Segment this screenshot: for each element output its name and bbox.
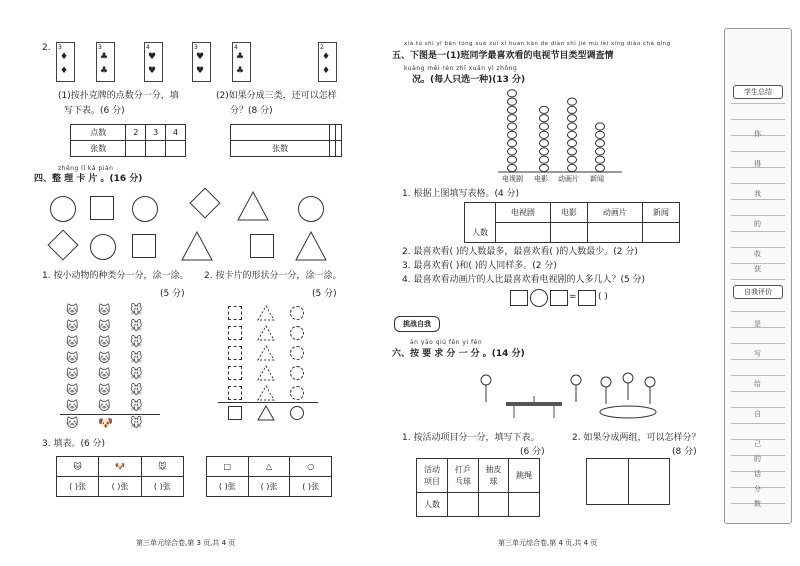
table-cell: 2 [126, 125, 146, 141]
shape-count-table [206, 456, 332, 497]
circle-card [132, 196, 158, 222]
cat-icon-column: 🐱 🐱 🐱 🐱 🐱 🐱 🐱 [98, 303, 111, 413]
triangle-icon-column [256, 304, 276, 404]
table-cell: 张数 [231, 141, 330, 157]
q2-sub1-text: (1)按扑克牌的点数分一分，填 [58, 91, 179, 101]
square-card [250, 234, 274, 258]
fill-table-title: 3. 填表。(6 分) [42, 439, 106, 449]
square-icon [228, 326, 242, 340]
table-header: 电影 [550, 203, 587, 223]
table-header: 抽皮 [485, 464, 502, 474]
sidebar-char: 分 [754, 485, 761, 493]
triangle-card [180, 230, 214, 262]
playing-card-6: 2 ♦ ♦ [318, 42, 337, 82]
answer-cell[interactable] [166, 141, 186, 157]
bead-mark [540, 131, 549, 138]
table-header: 打乒 [454, 464, 471, 474]
bead-mark [596, 164, 605, 171]
question-2-number: 2. [42, 43, 51, 53]
section6-title: 六、按 要 求 分 一 分 。(14 分) [392, 349, 525, 359]
circle-card [90, 234, 116, 260]
two-group-table [586, 458, 670, 505]
square-icon: □ [207, 457, 249, 477]
three-class-table [230, 124, 342, 157]
playing-card-2: 3 ♣ ♣ [96, 42, 115, 82]
answer-cell[interactable] [509, 493, 540, 517]
triangle-card [236, 190, 270, 222]
table-cell: 4 [166, 125, 186, 141]
answer-cell[interactable] [478, 493, 509, 517]
answer-cell[interactable] [628, 459, 670, 505]
answer-cell[interactable] [587, 223, 642, 243]
answer-cell[interactable] [587, 459, 629, 505]
bead-mark [540, 164, 549, 171]
bead-mark [568, 131, 577, 138]
sidebar-char: 收 [754, 250, 761, 258]
sidebar-char: 的 [754, 220, 761, 228]
activity-table [416, 458, 540, 517]
circle-icon [290, 346, 304, 360]
diamond-card [189, 187, 220, 218]
bead-mark [568, 156, 577, 163]
answer-cell[interactable] [642, 223, 679, 243]
bead-mark [568, 140, 577, 147]
count-cell[interactable]: ( )张 [290, 477, 332, 497]
left-footer: 第三单元综合卷,第 3 页,共 4 页 [136, 539, 236, 547]
circle-card [298, 196, 324, 222]
square-card [90, 196, 114, 220]
writing-line [731, 215, 785, 216]
writing-line [731, 231, 785, 232]
answer-cell[interactable] [448, 493, 479, 517]
baseline [60, 414, 160, 415]
answer-cell[interactable] [336, 141, 342, 157]
count-cell[interactable]: ( )张 [248, 477, 290, 497]
answer-cell[interactable] [146, 141, 166, 157]
count-cell[interactable]: ( )张 [99, 477, 141, 497]
mouse-icon: 🐭 [141, 457, 183, 477]
dog-icon: 🐶 [98, 416, 113, 430]
writing-line [731, 375, 785, 376]
bead-mark [540, 148, 549, 155]
circle-icon [290, 326, 304, 340]
activity-illustration [466, 368, 666, 422]
diamond-card [47, 229, 78, 260]
tv-survey-table [464, 202, 680, 243]
sidebar-char: 自 [754, 410, 761, 418]
writing-line [731, 343, 785, 344]
cat-icon-column: 🐭 🐭 🐭 🐭 🐭 🐭 🐭 [130, 303, 143, 413]
answer-cell[interactable] [496, 223, 551, 243]
bead-mark [508, 106, 517, 113]
bead-mark [508, 164, 517, 171]
category-label: 新闻 [590, 175, 604, 183]
equation-box[interactable] [550, 290, 568, 306]
bead-mark [508, 98, 517, 105]
bead-mark [568, 98, 577, 105]
table-header: 乓球 [454, 476, 471, 486]
answer-cell[interactable] [550, 223, 587, 243]
answer-cell[interactable] [336, 125, 342, 141]
table-header: 球 [489, 476, 498, 486]
triangle-card [294, 230, 328, 262]
table-row-label: 人数 [417, 493, 448, 517]
section6-pinyin: àn yāo qiú fēn yi fēn [410, 339, 483, 346]
operator-circle[interactable] [530, 289, 548, 307]
square-icon [228, 346, 242, 360]
writing-line [731, 151, 785, 152]
playing-card-4: 3 ♥ ♥ [192, 42, 211, 82]
bead-chart [496, 84, 626, 174]
sidebar-char: 己 [754, 440, 761, 448]
q2-sub1-text-cont: 写下表。(6 分) [64, 106, 125, 116]
playing-card-1: 3 ♦ ♦ [56, 42, 75, 82]
bead-mark [540, 115, 549, 122]
writing-line [731, 119, 785, 120]
section5-pinyin: xià tú shì yī bān tóng xué zuì xǐ huan kàn de diàn shì jié mù lèi xíng diào chá qíng [404, 41, 671, 47]
count-cell[interactable]: ( )张 [57, 477, 99, 497]
table-row-label: 人数 [465, 223, 496, 243]
writing-line [731, 279, 785, 280]
bead-mark [568, 115, 577, 122]
cat-icon: 🐱 [66, 416, 79, 430]
right-footer: 第三单元综合卷,第 4 页,共 4 页 [498, 539, 598, 547]
bead-mark [596, 140, 605, 147]
section6-q2-text: 2. 如果分成两组，可以怎样分？ [572, 433, 701, 443]
dog-icon: 🐶 [99, 457, 141, 477]
writing-line [731, 247, 785, 248]
bead-mark [596, 131, 605, 138]
section5-q1-text: 1. 根据上图填写表格。(4 分) [402, 189, 520, 199]
square-icon [228, 306, 242, 320]
sidebar-char: 我 [754, 190, 761, 198]
answer-unit: ( ) [598, 292, 608, 302]
writing-line [731, 391, 785, 392]
points-table [70, 124, 186, 157]
bead-mark [508, 140, 517, 147]
circle-card [50, 196, 76, 222]
writing-line [731, 359, 785, 360]
section5-title-cont: 况。(每人只选一种)(13 分) [412, 75, 526, 85]
table-header: 项目 [424, 476, 440, 486]
square-icon [228, 386, 242, 400]
bead-mark [508, 148, 517, 155]
section4-q2-text: 2. 按卡片的形状分一分，涂一涂。 [204, 271, 342, 281]
count-cell[interactable]: ( )张 [141, 477, 183, 497]
circle-icon [290, 306, 304, 320]
circle-icon [290, 366, 304, 380]
equation-box[interactable] [510, 290, 528, 306]
playing-card-5: 4 ♣ ♣ [232, 42, 251, 82]
cat-icon-column: 🐱 🐱 🐱 🐱 🐱 🐱 🐱 [66, 303, 79, 413]
answer-cell[interactable] [231, 125, 330, 141]
bead-mark [540, 156, 549, 163]
section5-q4-text: 4. 最喜欢看动画片的人比最喜欢看电视剧的人多几人？(5 分) [402, 275, 646, 285]
square-card [132, 234, 156, 258]
circle-icon: ○ [290, 457, 332, 477]
square-icon [228, 406, 242, 420]
bead-mark [508, 131, 517, 138]
table-header: 跳绳 [509, 459, 540, 493]
section5-q2-text: 2. 最喜欢看( )的人数最多，最喜欢看( )的人数最少。(2 分) [402, 247, 638, 257]
student-summary-badge: 学生总结 [733, 85, 783, 99]
bead-mark [508, 90, 517, 97]
challenge-badge: 挑战自我 [394, 316, 440, 332]
writing-line [731, 103, 785, 104]
sidebar-char: 获 [754, 265, 761, 273]
sidebar-char: 得 [754, 160, 761, 168]
table-cell: 张数 [71, 141, 126, 157]
table-header: 活动 [424, 464, 440, 474]
bead-mark [596, 156, 605, 163]
sidebar-char: 你 [754, 130, 761, 138]
section6-q1-text: 1. 按活动项目分一分，填写下表。 [402, 433, 540, 443]
bead-mark [540, 140, 549, 147]
section4-q2-score: (5 分) [312, 289, 337, 299]
bead-mark [568, 106, 577, 113]
circle-icon [290, 386, 304, 400]
section5-q3-text: 3. 最喜欢看( )和( )的人同样多。(2 分) [402, 261, 557, 271]
triangle-icon [256, 404, 276, 422]
bead-mark [508, 123, 517, 130]
bead-mark [596, 123, 605, 130]
table-header: 动画片 [587, 203, 642, 223]
count-cell[interactable]: ( )张 [207, 477, 249, 497]
bead-mark [596, 148, 605, 155]
bead-mark [540, 123, 549, 130]
square-icon [228, 366, 242, 380]
sidebar-char: 的 [754, 455, 761, 463]
answer-box[interactable] [578, 290, 596, 306]
baseline [218, 402, 318, 403]
category-label: 电影 [534, 175, 548, 183]
q2-sub2-text-cont: 分？(8 分) [230, 106, 273, 116]
table-header: 电视剧 [496, 203, 551, 223]
writing-line [731, 423, 785, 424]
q2-sub2-text: (2)如果分成三类，还可以怎样 [216, 91, 337, 101]
section5-title: 五、下图是一(1)班同学最喜欢看的电视节目类型调查情 [392, 51, 614, 61]
sidebar-char: 数 [754, 500, 761, 508]
answer-cell[interactable] [126, 141, 146, 157]
table-cell: 3 [146, 125, 166, 141]
summary-sidebar [724, 28, 792, 524]
bead-mark [568, 123, 577, 130]
self-evaluation-badge: 自我评价 [733, 285, 783, 299]
writing-line [731, 199, 785, 200]
sidebar-char: 话 [754, 470, 761, 478]
category-label: 电视剧 [502, 175, 523, 183]
sidebar-char: 是 [754, 320, 761, 328]
bead-mark [508, 115, 517, 122]
writing-line [731, 183, 785, 184]
bead-mark [568, 148, 577, 155]
bead-mark [508, 156, 517, 163]
circle-icon [290, 406, 304, 420]
playing-card-3: 4 ♥ ♥ [144, 42, 163, 82]
triangle-icon: △ [248, 457, 290, 477]
table-cell: 点数 [71, 125, 126, 141]
sidebar-char: 写 [754, 350, 761, 358]
category-label: 动画片 [558, 175, 579, 183]
writing-line [731, 311, 785, 312]
bead-mark [540, 106, 549, 113]
section6-q1-score: (6 分) [520, 447, 545, 457]
writing-line [731, 407, 785, 408]
section5-pinyin2: kuàng měi rén zhǐ xuǎn yì zhǒng [404, 65, 518, 72]
section4-q1-text: 1. 按小动物的种类分一分，涂一涂。 [42, 271, 189, 281]
sidebar-char: 给 [754, 380, 761, 388]
bead-mark [568, 164, 577, 171]
section6-q2-score: (8 分) [672, 447, 697, 457]
cat-icon: 🐱 [57, 457, 99, 477]
equals-sign: = [569, 292, 577, 302]
animal-count-table [56, 456, 184, 497]
table-header: 新闻 [642, 203, 679, 223]
mouse-icon: 🐭 [130, 416, 143, 430]
section4-pinyin: zhěng lǐ kǎ piàn [58, 165, 114, 172]
section4-q1-score: (5 分) [160, 289, 185, 299]
section4-title: 四、整 理 卡 片 。(16 分) [34, 174, 143, 184]
